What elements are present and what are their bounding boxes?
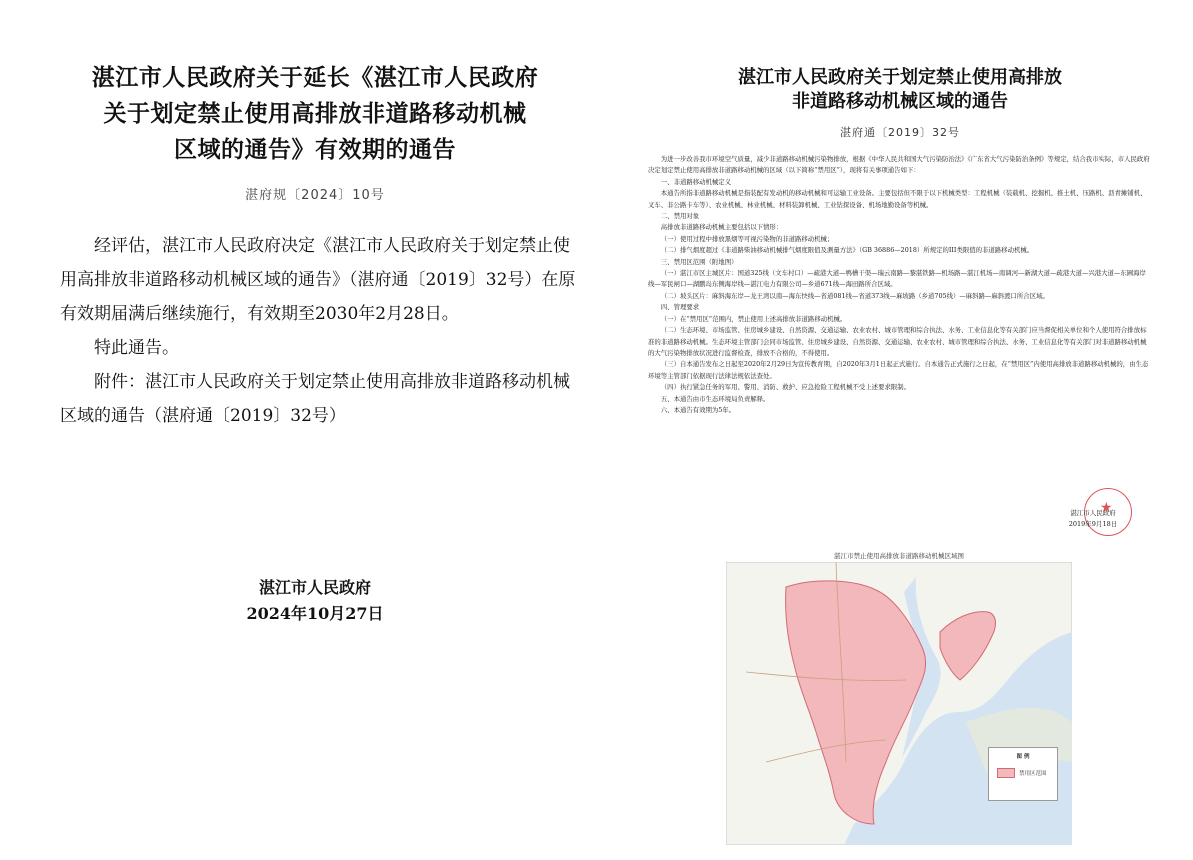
right-title xyxy=(640,66,1160,114)
left-title-line-2: 关于划定禁止使用高排放非道路移动机械 xyxy=(103,100,527,127)
right-paragraph: 一、非道路移动机械定义 xyxy=(660,177,732,186)
right-paragraph: 二、禁用对象 xyxy=(660,212,700,221)
right-paragraph: （二）坡头区片：麻斜海东岸—龙王湾以南—海东快线—省道081线—省道373线—麻坡路（乡道705线）—麻斜路—麻斜渡口所合区域。 xyxy=(660,291,1049,300)
map-legend xyxy=(988,747,1058,801)
left-signature xyxy=(40,575,590,627)
right-paragraph: （二）生态环境、市场监管、住房城乡建设、自然资源、交通运输、农业农村、城市管理和综合执法、水务、工业信息化等有关部门应当督促相关单位和个人使用符合排放标准的非道路移动机械。生态环境主管部门会同市场监管、住房城乡建设、自然资源、交通运输、农业农村、城市管理和综合执法、水务、工业信息化等有关部门对非道路移动机械的大气污染物排放状况进行监督检查，排放不合格的，不得使用。 xyxy=(648,326,1147,357)
right-paragraph: 本通告所指非道路移动机械是指装配有发动机的移动机械和可运输工业设备。主要包括但不限于以下机械类型：工程机械（装载机、挖掘机、推土机、压路机、沥青摊铺机、叉车、非公路卡车等）、农业机械、林业机械、材料装卸机械、工业钻探设备、机场地勤设备等机械。 xyxy=(648,189,1147,209)
legend-title: 图 例 xyxy=(1016,754,1030,760)
legend-row xyxy=(997,768,1057,778)
left-doc-number: 湛府规〔2024〕10号 xyxy=(245,188,385,203)
right-paragraph: 为进一步改善我市环境空气质量，减少非道路移动机械污染物排放，根据《中华人民共和国大气污染防治法》《广东省大气污染防治条例》等规定，结合我市实际，市人民政府决定划定禁止使用高排放非道路移动机械的区域（以下简称“禁用区”），现将有关事项通告如下： xyxy=(648,155,1150,175)
right-doc-number: 湛府通〔2019〕32号 xyxy=(840,126,960,139)
right-page xyxy=(640,60,1160,840)
left-paragraph-2: 特此通告。 xyxy=(94,338,179,358)
right-paragraph: （一）湛江市区主城区片：国道325线（文车村口）—疏港大道—鸭槽干渠—瑞云南路—黎湛铁路—机场路—湛江机场—南调河—新湖大道—疏港大道—兴港大道—东圃海岸线—军民闸口—湖鹏岛东侧海岸线—湛江电力有限公司—乡道671线—海田路所合区域。 xyxy=(648,269,1146,289)
right-title-line-1: 湛江市人民政府关于划定禁止使用高排放 xyxy=(738,67,1062,88)
left-title-line-3: 区域的通告》有效期的通告 xyxy=(174,136,456,163)
right-paragraph: 三、禁用区范围（附地图） xyxy=(660,257,738,266)
map-caption: 湛江市禁止使用高排放非道路移动机械区域图 xyxy=(834,552,964,560)
right-paragraph: （二）排气烟度超过《非道路柴油移动机械排气烟度限值及测量方法》（GB 36886—2018）所规定的III类限值的非道路移动机械。 xyxy=(660,246,1034,255)
right-signature xyxy=(1048,508,1138,530)
left-body xyxy=(40,229,590,433)
legend-label: 禁用区范围 xyxy=(1019,771,1047,777)
right-body xyxy=(640,154,1160,416)
right-signature-date: 2019年9月18日 xyxy=(1068,520,1118,528)
right-paragraph: 六、本通告有效期为5年。 xyxy=(660,405,736,414)
right-paragraph: （三）自本通告发布之日起至2020年2月29日为宣传教育期，自2020年3月1日起正式施行。自本通告正式施行之日起，在“禁用区”内使用高排放非道路移动机械的，由生态环境等主管部门依据现行法律法规依法查处。 xyxy=(648,360,1149,380)
left-signature-org: 湛江市人民政府 xyxy=(258,578,371,597)
left-signature-date: 2024年10月27日 xyxy=(246,604,384,623)
left-page xyxy=(40,60,590,820)
right-paragraph: 高排放非道路移动机械主要包括以下情形： xyxy=(660,223,783,232)
left-attachment: 附件：湛江市人民政府关于划定禁止使用高排放非道路移动机械区域的通告（湛府通〔2019〕32号） xyxy=(60,372,570,426)
right-signature-org: 湛江市人民政府 xyxy=(1070,509,1116,517)
right-paragraph: （四）执行紧急任务的军用、警用、消防、救护、应急抢险工程机械不受上述要求限制。 xyxy=(660,383,911,392)
zone-map xyxy=(726,550,1072,845)
left-paragraph-1: 经评估，湛江市人民政府决定《湛江市人民政府关于划定禁止使用高排放非道路移动机械区域的通告》（湛府通〔2019〕32号）在原有效期届满后继续施行，有效期至2030年2月28日。 xyxy=(60,236,576,324)
legend-swatch-icon xyxy=(997,768,1015,778)
right-paragraph: 五、本通告由市生态环境局负责解释。 xyxy=(660,394,770,403)
right-paragraph: （一）使用过程中排放黑烟等可视污染物的非道路移动机械； xyxy=(660,234,834,243)
left-title-line-1: 湛江市人民政府关于延长《湛江市人民政府 xyxy=(91,64,539,91)
map-graphic xyxy=(726,562,1072,845)
right-paragraph: （一）在“禁用区”范围内，禁止使用上述高排放非道路移动机械。 xyxy=(660,314,847,323)
right-title-line-2: 非道路移动机械区域的通告 xyxy=(792,91,1008,112)
left-title xyxy=(40,60,590,168)
right-paragraph: 四、管理要求 xyxy=(660,303,700,312)
